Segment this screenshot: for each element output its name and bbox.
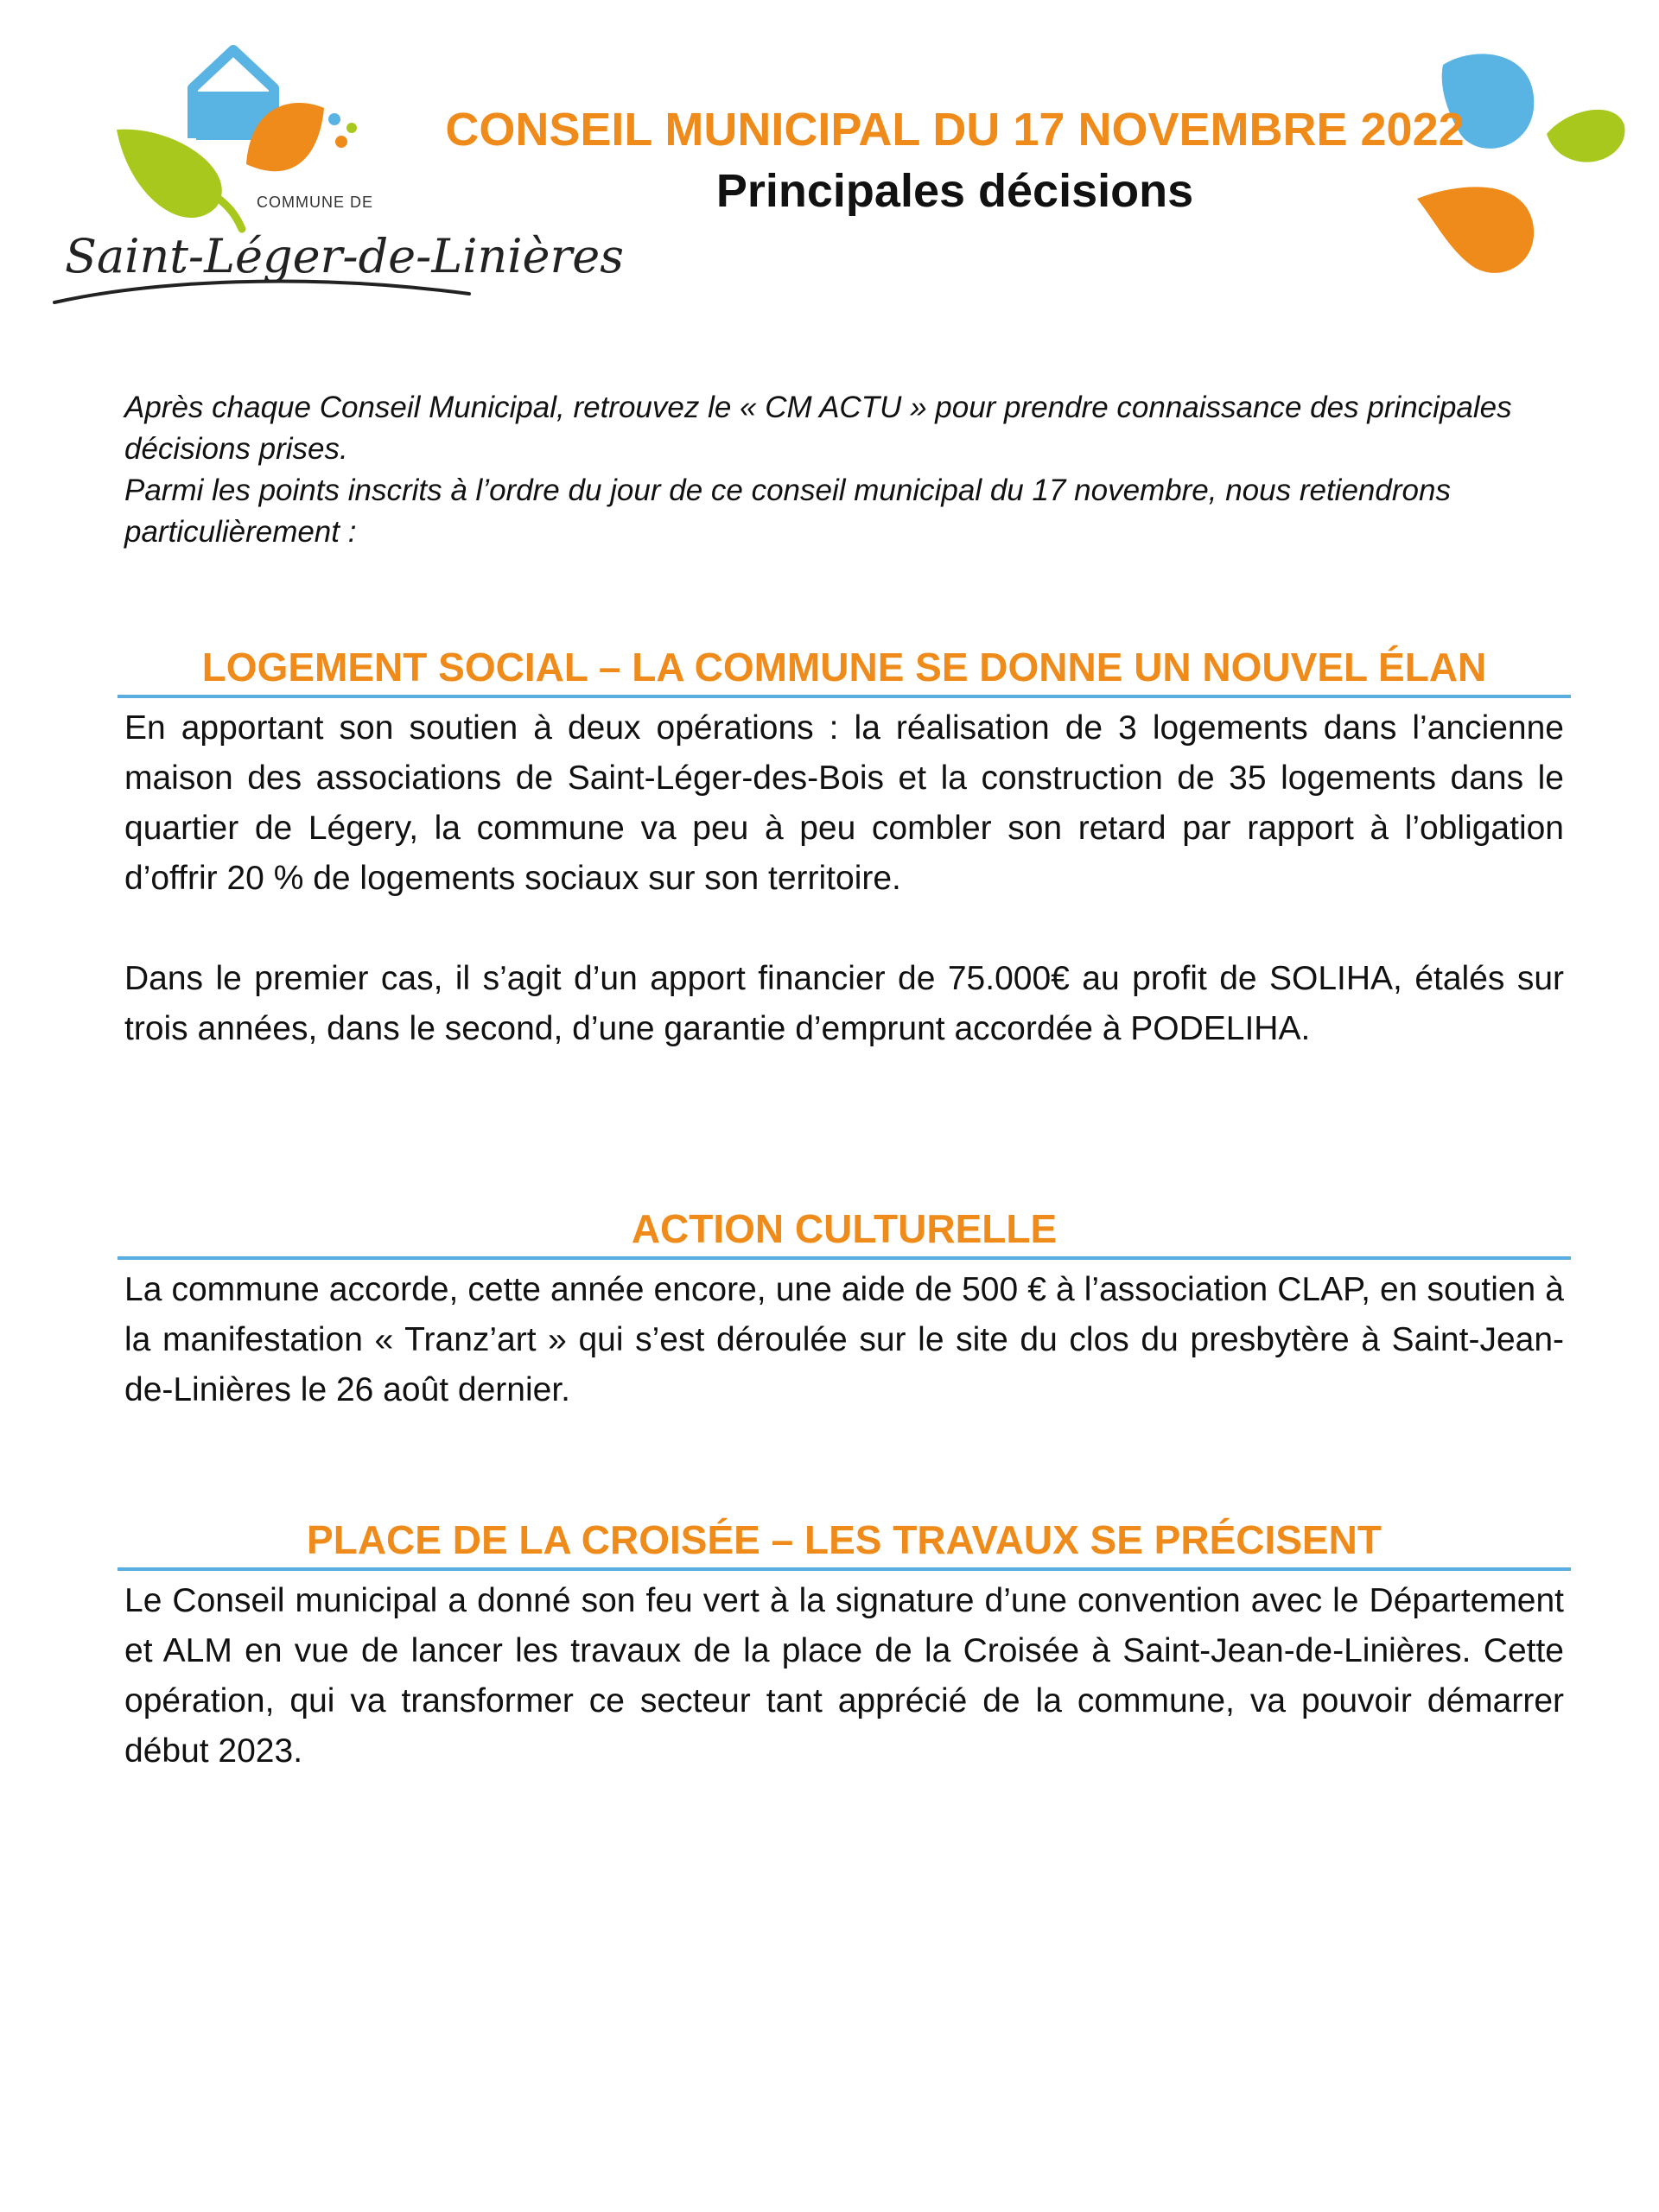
page-subtitle: Principales décisions [715,165,1194,217]
intro-paragraph-2: Parmi les points inscrits à l’ordre du jour de ce conseil municipal du 17 novembre, nous retiendrons particulièrement : [124,474,1451,549]
section-logement-social [124,641,1564,1054]
page-title: CONSEIL MUNICIPAL DU 17 NOVEMBRE 2022 [445,104,1465,156]
drop-orange-small [335,136,347,148]
section-paragraph: La commune accorde, cette année encore, une aide de 500 € à l’association CLAP, en soutien à la manifestation « Tranz’art » qui s’est déroulée sur le site du clos du presbytère à Saint-Jean-de-Linières le 26 août dernier. [124,1271,1564,1408]
drop-green-small [346,123,357,133]
logo-swoosh [54,282,469,302]
section-title: ACTION CULTURELLE [118,1203,1571,1260]
section-action-culturelle [124,1203,1564,1415]
logo-line2: Saint-Léger-de-Linières [65,229,624,283]
section-paragraph: En apportant son soutien à deux opérations : la réalisation de 3 logements dans l’ancienne maison des associations de Saint-Léger-des-Bois et la construction de 35 logements dans le quartier de Légery, la commune va peu à peu combler son retard par rapport à l’obligation d’offrir 20 % de logements sociaux sur son territoire. [124,709,1564,897]
green-drop [1547,110,1624,162]
section-title: LOGEMENT SOCIAL – LA COMMUNE SE DONNE UN NOUVEL ÉLAN [118,641,1571,698]
intro-paragraph-1: Après chaque Conseil Municipal, retrouvez le « CM ACTU » pour prendre connaissance des principales décisions prises. [124,391,1512,466]
section-paragraph: Le Conseil municipal a donné son feu vert à la signature d’une convention avec le Département et ALM en vue de lancer les travaux de la place de la Croisée à Saint-Jean-de-Linières. Cette opération, qui va transformer ce secteur tant apprécié de la commune, va pouvoir démarrer début 2023. [124,1582,1564,1770]
section-body [124,703,1564,1054]
section-paragraph: Dans le premier cas, il s’agit d’un apport financier de 75.000€ au profit de SOLIHA, étalés sur trois années, dans le second, d’une garantie d’emprunt accordée à PODELIHA. [124,960,1564,1047]
section-body [124,1265,1564,1415]
section-title: PLACE DE LA CROISÉE – LES TRAVAUX SE PRÉCISENT [118,1514,1571,1571]
document-header [380,102,1529,221]
drop-blue-small [328,113,340,125]
section-place-croisee [124,1514,1564,1777]
section-body [124,1576,1564,1777]
intro-text [124,387,1559,553]
logo-line1: COMMUNE DE [257,194,373,211]
